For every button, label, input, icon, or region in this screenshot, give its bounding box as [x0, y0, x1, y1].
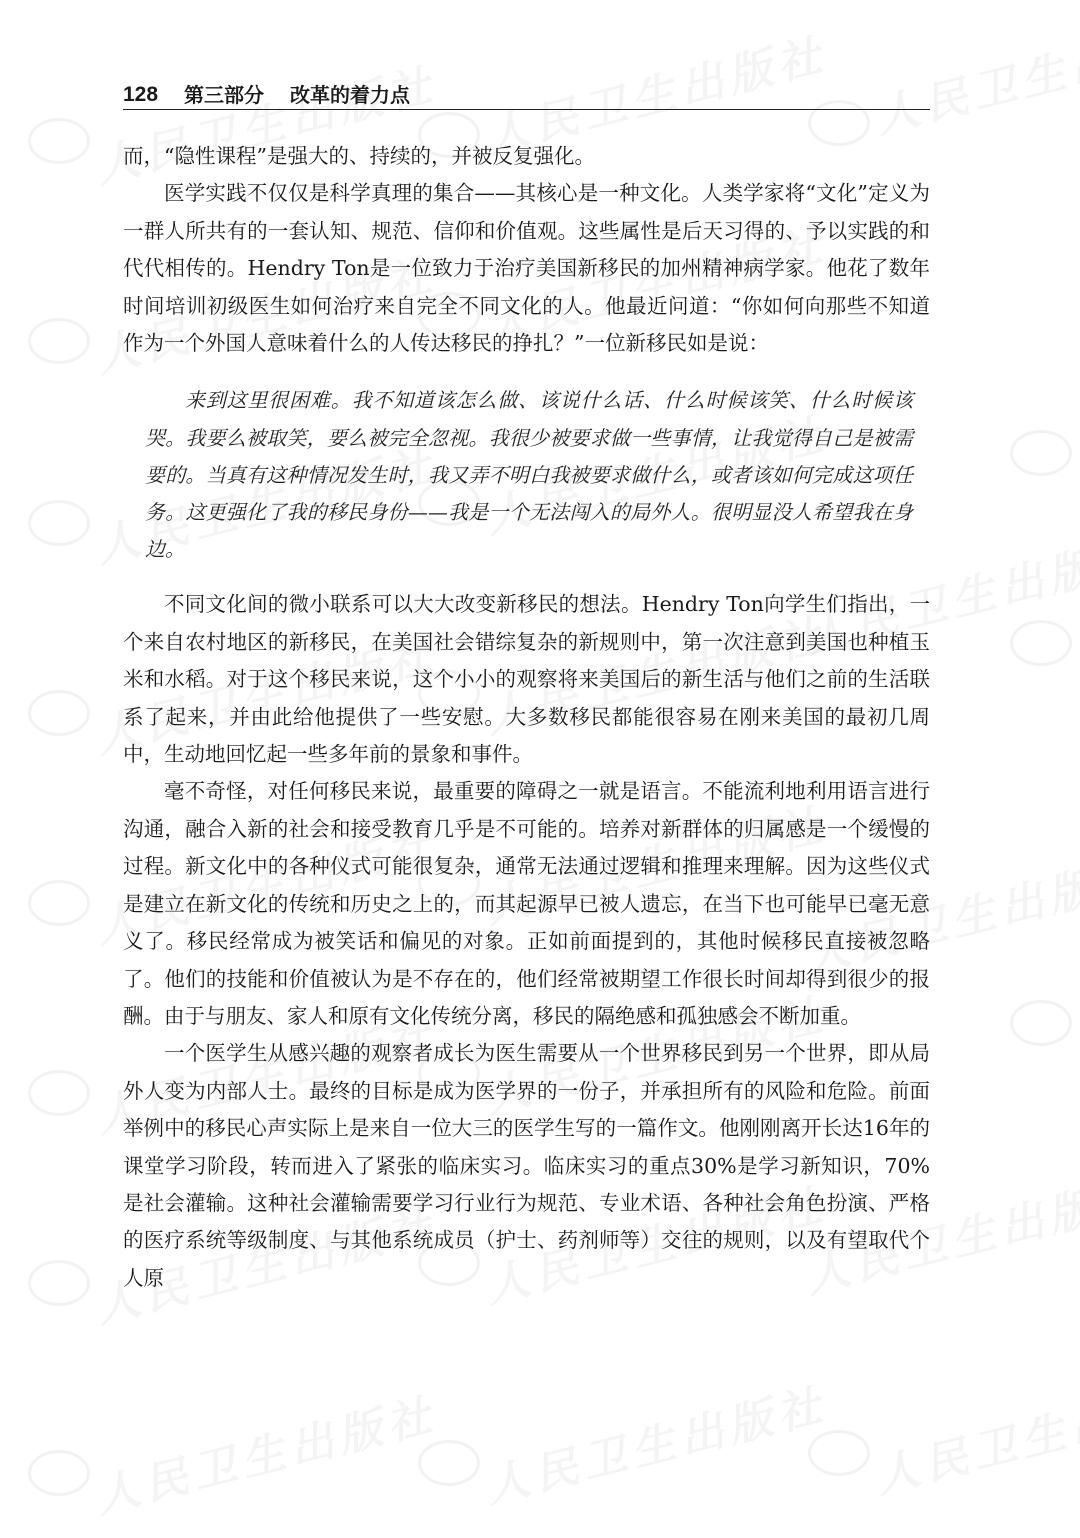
watermark-seal-icon	[28, 690, 90, 736]
watermark-seal-icon	[28, 880, 90, 926]
watermark-seal-icon	[28, 118, 90, 164]
page-number: 128	[123, 83, 159, 106]
watermark-seal-icon	[418, 1440, 480, 1486]
watermark-seal-icon	[28, 1260, 90, 1306]
watermark	[477, 1369, 832, 1516]
paragraph: 不同文化间的微小联系可以大大改变新移民的想法。Hendry Ton向学生们指出，一个来自农村地区的新移民，在美国社会错综复杂的新规则中，第一次注意到美国也种植玉米和水稻。对于这个移民来说，这个小小的观察将来美国后的新生活与他们之前的生活联系了起来，并由此给他提供了一些安慰。大多数移民都能很容易在刚来美国的最初几周中，生动地回忆起一些多年前的景象和事件。	[123, 592, 930, 767]
watermark-seal-icon	[1010, 620, 1072, 666]
page-body	[123, 138, 930, 1297]
paragraph: 医学实践不仅仅是科学真理的集合——其核心是一种文化。人类学家将“文化”定义为一群人所共有的一套认知、规范、信仰和价值观。这些属性是后天习得的、予以实践的和代代相传的。Hendry Ton是一位致力于治疗美国新移民的加州精神病学家。他花了数年时间培训初级医生如何治疗来自完全不同文化的人。他最近问道：“你如何向那些不知道作为一个外国人意味着什么的人传达移民的挣扎？”一位新移民如是说：	[123, 181, 930, 356]
paragraph-continuation: 而，“隐性课程”是强大的、持续的，并被反复强化。	[123, 144, 595, 168]
watermark-seal-icon	[1010, 430, 1072, 476]
block-quote	[145, 382, 913, 568]
paragraph: 毫不奇怪，对任何移民来说，最重要的障碍之一就是语言。不能流利地利用语言进行沟通，融合入新的社会和接受教育几乎是不可能的。培养对新群体的归属感是一个缓慢的过程。新文化中的各种仪式可能很复杂，通常无法通过逻辑和推理来理解。因为这些仪式是建立在新文化的传统和历史之上的，而其起源早已被人遗忘，在当下也可能早已毫无意义了。移民经常成为被笑话和偏见的对象。正如前面提到的，其他时候移民直接被忽略了。他们的技能和价值被认为是不存在的，他们经常被期望工作很长时间却得到很少的报酬。由于与朋友、家人和原有文化传统分离，移民的隔绝感和孤独感会不断加重。	[123, 779, 930, 1028]
quote-text: 来到这里很困难。我不知道该怎么做、该说什么话、什么时候该笑、什么时候该哭。我要么被取笑，要么被完全忽视。我很少被要求做一些事情，让我觉得自己是被需要的。当真有这种情况发生时，我又弄不明白我被要求做什么，或者该如何完成这项任务。这更强化了我的移民身份——我是一个无法闯入的局外人。很明显没人希望我在身边。	[145, 388, 913, 562]
watermark-seal-icon	[28, 318, 90, 364]
running-header	[123, 74, 930, 110]
paragraph: 一个医学生从感兴趣的观察者成长为医生需要从一个世界移民到另一个世界，即从局外人变为内部人士。最终的目标是成为医学界的一份子，并承担所有的风险和危险。前面举例中的移民心声实际上是来自一位大三的医学生写的一篇作文。他刚刚离开长达16年的课堂学习阶段，转而进入了紧张的临床实习。临床实习的重点30%是学习新知识，70%是社会灌输。这种社会灌输需要学习行业行为规范、专业术语、各种社会角色扮演、严格的医疗系统等级制度、与其他系统成员（护士、药剂师等）交往的规则，以及有望取代个人原	[123, 1041, 930, 1290]
watermark-seal-icon	[28, 500, 90, 546]
watermark-seal-icon	[28, 1450, 90, 1496]
part-label: 第三部分	[184, 83, 265, 107]
watermark	[867, 0, 1080, 145]
watermark-seal-icon	[1010, 1000, 1072, 1046]
watermark-seal-icon	[808, 1430, 870, 1476]
watermark-seal-icon	[28, 1070, 90, 1116]
watermark	[867, 1359, 1080, 1506]
watermark	[87, 1379, 442, 1526]
chapter-title: 改革的着力点	[290, 83, 411, 107]
